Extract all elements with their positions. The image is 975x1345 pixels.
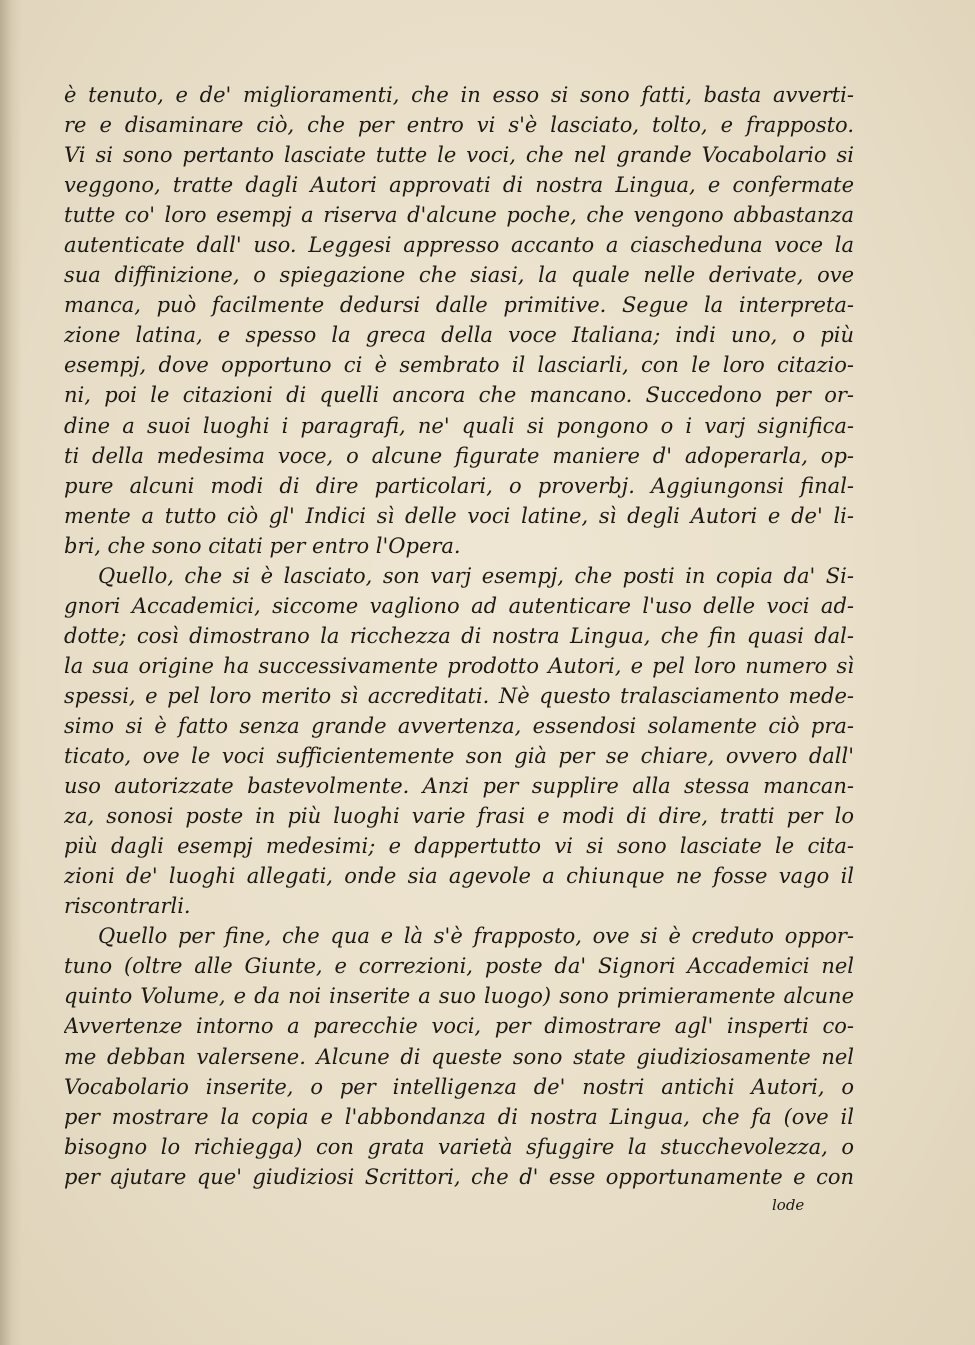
text-line-17: Quello, che si è lasciato, son varj esempj, che posti in copia da' Si- [98,563,854,588]
text-line-4: veggono, tratte dagli Autori approvati di nostra Lingua, e confermate [64,173,854,198]
text-line-9: zione latina, e spesso la greca della voce Italiana; indi uno, o più [64,323,854,348]
text-line-27: zioni de' luoghi allegati, onde sia agevole a chiunque ne fosse vago il [64,864,854,889]
text-line-35: per mostrare la copia e l'abbondanza di nostra Lingua, che fa (ove il [64,1104,854,1129]
text-line-36: bisogno lo richiegga) con grata varietà sfuggire la stucchevolezza, o [64,1134,854,1159]
text-line-2: re e disaminare ciò, che per entro vi s'è lasciato, tolto, e frapposto. [64,113,854,138]
text-line-25: za, sonosi poste in più luoghi varie frasi e modi di dire, tratti per lo [64,804,854,829]
text-line-19: dotte; così dimostrano la ricchezza di nostra Lingua, che fin quasi dal- [64,623,854,648]
text-line-11: ni, poi le citazioni di quelli ancora che mancano. Succedono per or- [64,383,854,408]
text-line-15: mente a tutto ciò gl' Indici sì delle voci latine, sì degli Autori e de' li- [64,503,854,528]
text-line-31: quinto Volume, e da noi inserite a suo luogo) sono primieramente alcune [64,984,854,1009]
text-line-34: Vocabolario inserite, o per intelligenza de' nostri antichi Autori, o [64,1074,854,1099]
text-line-37: per ajutare que' giudiziosi Scrittori, che d' esse opportunamente e con [64,1164,854,1189]
text-line-23: ticato, ove le voci sufficientemente son già per se chiare, ovvero dall' [64,744,854,769]
text-line-30: tuno (oltre alle Giunte, e correzioni, poste da' Signori Accademici nel [64,954,854,979]
text-line-21: spessi, e pel loro merito sì accreditati. Nè questo tralasciamento mede- [64,683,854,708]
catchword: lode [772,1196,805,1214]
text-line-28: riscontrarli. [64,894,191,919]
text-line-32: Avvertenze intorno a parecchie voci, per dimostrare agl' insperti co- [64,1014,854,1039]
text-line-14: pure alcuni modi di dire particolari, o proverbj. Aggiungonsi final- [64,473,854,498]
text-line-7: sua diffinizione, o spiegazione che siasi, la quale nelle derivate, ove [64,263,854,288]
binding-gutter-shadow [0,0,22,1345]
text-line-8: manca, può facilmente dedursi dalle primitive. Segue la interpreta- [64,293,854,318]
text-line-3: Vi si sono pertanto lasciate tutte le voci, che nel grande Vocabolario si [64,143,854,168]
text-line-13: ti della medesima voce, o alcune figurate maniere d' adoperarla, op- [64,443,854,468]
text-line-5: tutte co' loro esempj a riserva d'alcune poche, che vengono abbastanza [64,203,854,228]
body-text [64,80,854,1192]
text-line-24: uso autorizzate bastevolmente. Anzi per supplire alla stessa mancan- [64,774,854,799]
text-line-33: me debban valersene. Alcune di queste sono state giudiziosamente nel [64,1044,854,1069]
text-line-1: è tenuto, e de' miglioramenti, che in esso si sono fatti, basta avverti- [64,83,854,107]
text-line-12: dine a suoi luoghi i paragrafi, ne' quali si pongono o i varj significa- [64,413,854,438]
text-line-29: Quello per fine, che qua e là s'è frapposto, ove si è creduto oppor- [98,924,854,949]
text-line-22: simo si è fatto senza grande avvertenza, essendosi solamente ciò pra- [64,713,854,738]
text-line-16: bri, che sono citati per entro l'Opera. [64,533,461,558]
text-line-6: autenticate dall' uso. Leggesi appresso accanto a ciascheduna voce la [64,233,854,258]
text-line-10: esempj, dove opportuno ci è sembrato il lasciarli, con le loro citazio- [64,353,854,378]
text-line-20: la sua origine ha successivamente prodotto Autori, e pel loro numero sì [64,653,854,678]
text-line-18: gnori Accademici, siccome vagliono ad autenticare l'uso delle voci ad- [64,593,854,618]
text-line-26: più dagli esempj medesimi; e dappertutto vi si sono lasciate le cita- [64,834,854,859]
